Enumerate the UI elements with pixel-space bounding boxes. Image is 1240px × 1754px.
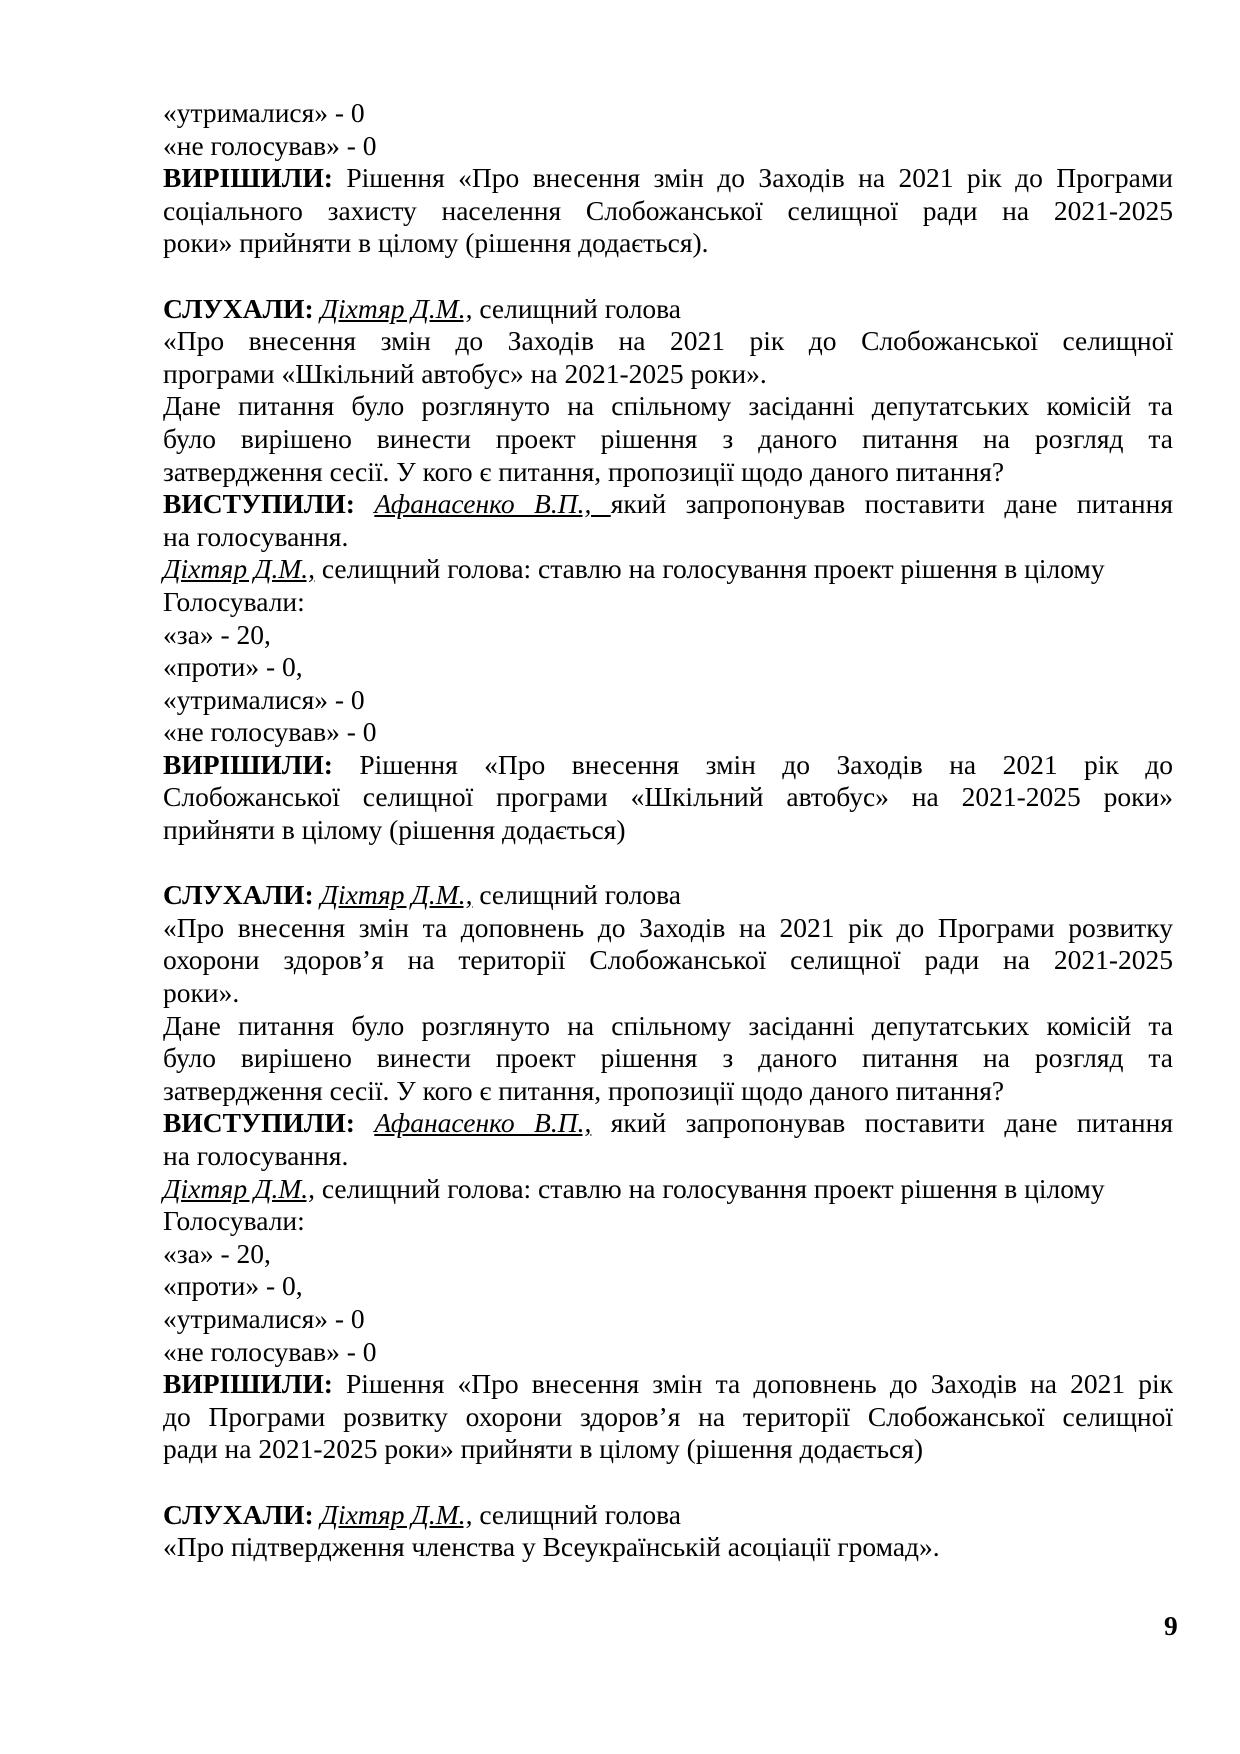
paragraph-line: охорони здоров’я на території Слобожанської селищної ради на 2021-2025 — [163, 944, 1173, 976]
paragraph-line: було вирішено винести проект рішення з даного питання на розгляд та — [163, 422, 1173, 454]
vote-against: «проти» - 0, — [163, 1270, 303, 1302]
voted-heading: Голосували: — [163, 585, 305, 617]
vote-not-voted: «не голосував» - 0 — [163, 1335, 377, 1367]
chair-line: Діхтяр Д.М., селищний голова: ставлю на голосування проект рішення в цілому — [163, 1172, 1105, 1204]
heard-line: СЛУХАЛИ: Діхтяр Д.М., селищний голова — [163, 1498, 682, 1530]
paragraph-line: програми «Шкільний автобус» на 2021-2025 роки». — [163, 357, 767, 389]
heard-label: СЛУХАЛИ: — [163, 879, 314, 911]
document-page — [163, 97, 1173, 1564]
vote-abstained: «утрималися» - 0 — [163, 1302, 365, 1334]
paragraph-line: ради на 2021-2025 роки» прийняти в цілому (рішення додається) — [163, 1433, 924, 1465]
paragraph-line: «Про внесення змін до Заходів на 2021 рік до Слобожанської селищної — [163, 325, 1173, 357]
paragraph-line: прийняти в цілому (рішення додається) — [163, 814, 626, 846]
spoke-label: ВИСТУПИЛИ: — [163, 1107, 355, 1139]
speaker-name: Діхтяр Д.М., — [163, 1172, 315, 1204]
paragraph-line: «Про підтвердження членства у Всеукраїнській асоціації громад». — [163, 1531, 940, 1563]
paragraph-line: роки». — [163, 977, 240, 1009]
paragraph-line: «Про внесення змін та доповнень до Заходів на 2021 рік до Програми розвитку — [163, 911, 1173, 943]
spacer — [163, 260, 1173, 293]
decision-label: ВИРІШИЛИ: — [163, 162, 333, 194]
spoke-line: ВИСТУПИЛИ: Афанасенко В.П., який запропонував поставити дане питання — [163, 1107, 1173, 1139]
voted-heading: Голосували: — [163, 1205, 305, 1237]
speaker-name: Діхтяр Д.М., — [320, 1498, 473, 1530]
paragraph-line: на голосування. — [163, 1140, 349, 1171]
speaker-name: Афанасенко В.П., — [374, 1107, 592, 1139]
heard-label: СЛУХАЛИ: — [163, 1498, 314, 1530]
paragraph-line: на голосування. — [163, 520, 349, 552]
paragraph-line: соціального захисту населення Слобожанської селищної ради на 2021-2025 — [163, 194, 1173, 226]
vote-abstained: «утрималися» - 0 — [163, 683, 365, 715]
paragraph-line: Дане питання було розглянуто на спільному засіданні депутатських комісій та — [163, 390, 1173, 422]
decision-line: ВИРІШИЛИ: Рішення «Про внесення змін та доповнень до Заходів на 2021 рік — [163, 1368, 1173, 1400]
heard-label: СЛУХАЛИ: — [163, 292, 314, 324]
paragraph-line: затвердження сесії. У кого є питання, пропозиції щодо даного питання? — [163, 1074, 1005, 1106]
decision-label: ВИРІШИЛИ: — [163, 1368, 333, 1400]
speaker-name: Діхтяр Д.М., — [163, 553, 315, 585]
paragraph-line: до Програми розвитку охорони здоров’я на території Слобожанської селищної — [163, 1400, 1173, 1432]
paragraph-line: затвердження сесії. У кого є питання, пропозиції щодо даного питання? — [163, 455, 1005, 487]
vote-for: «за» - 20, — [163, 1237, 271, 1269]
vote-not-voted: «не голосував» - 0 — [163, 129, 377, 161]
speaker-name: Діхтяр Д.М., — [320, 292, 473, 324]
decision-line: ВИРІШИЛИ: Рішення «Про внесення змін до Заходів на 2021 рік до — [163, 748, 1173, 780]
speaker-name: Афанасенко В.П., — [374, 488, 611, 520]
decision-line: ВИРІШИЛИ: Рішення «Про внесення змін до Заходів на 2021 рік до Програми — [163, 162, 1173, 194]
paragraph-line: було вирішено винести проект рішення з даного питання на розгляд та — [163, 1042, 1173, 1074]
vote-not-voted: «не голосував» - 0 — [163, 716, 377, 748]
heard-line: СЛУХАЛИ: Діхтяр Д.М., селищний голова — [163, 292, 682, 324]
chair-line: Діхтяр Д.М., селищний голова: ставлю на голосування проект рішення в цілому — [163, 553, 1105, 585]
speaker-name: Діхтяр Д.М., — [320, 879, 473, 911]
heard-line: СЛУХАЛИ: Діхтяр Д.М., селищний голова — [163, 879, 682, 911]
vote-abstained: «утрималися» - 0 — [163, 97, 365, 128]
paragraph-line: Дане питання було розглянуто на спільному засіданні депутатських комісій та — [163, 1009, 1173, 1041]
spacer — [163, 1466, 1173, 1499]
spoke-label: ВИСТУПИЛИ: — [163, 488, 355, 520]
spoke-line: ВИСТУПИЛИ: Афанасенко В.П., який запропонував поставити дане питання — [163, 488, 1173, 520]
page-number: 9 — [1164, 1610, 1178, 1641]
paragraph-line: Слобожанської селищної програми «Шкільний автобус» на 2021-2025 роки» — [163, 781, 1173, 813]
spacer — [163, 847, 1173, 880]
vote-against: «проти» - 0, — [163, 651, 303, 683]
paragraph-line: роки» прийняти в цілому (рішення додається). — [163, 227, 709, 259]
decision-label: ВИРІШИЛИ: — [163, 748, 333, 780]
vote-for: «за» - 20, — [163, 618, 271, 650]
